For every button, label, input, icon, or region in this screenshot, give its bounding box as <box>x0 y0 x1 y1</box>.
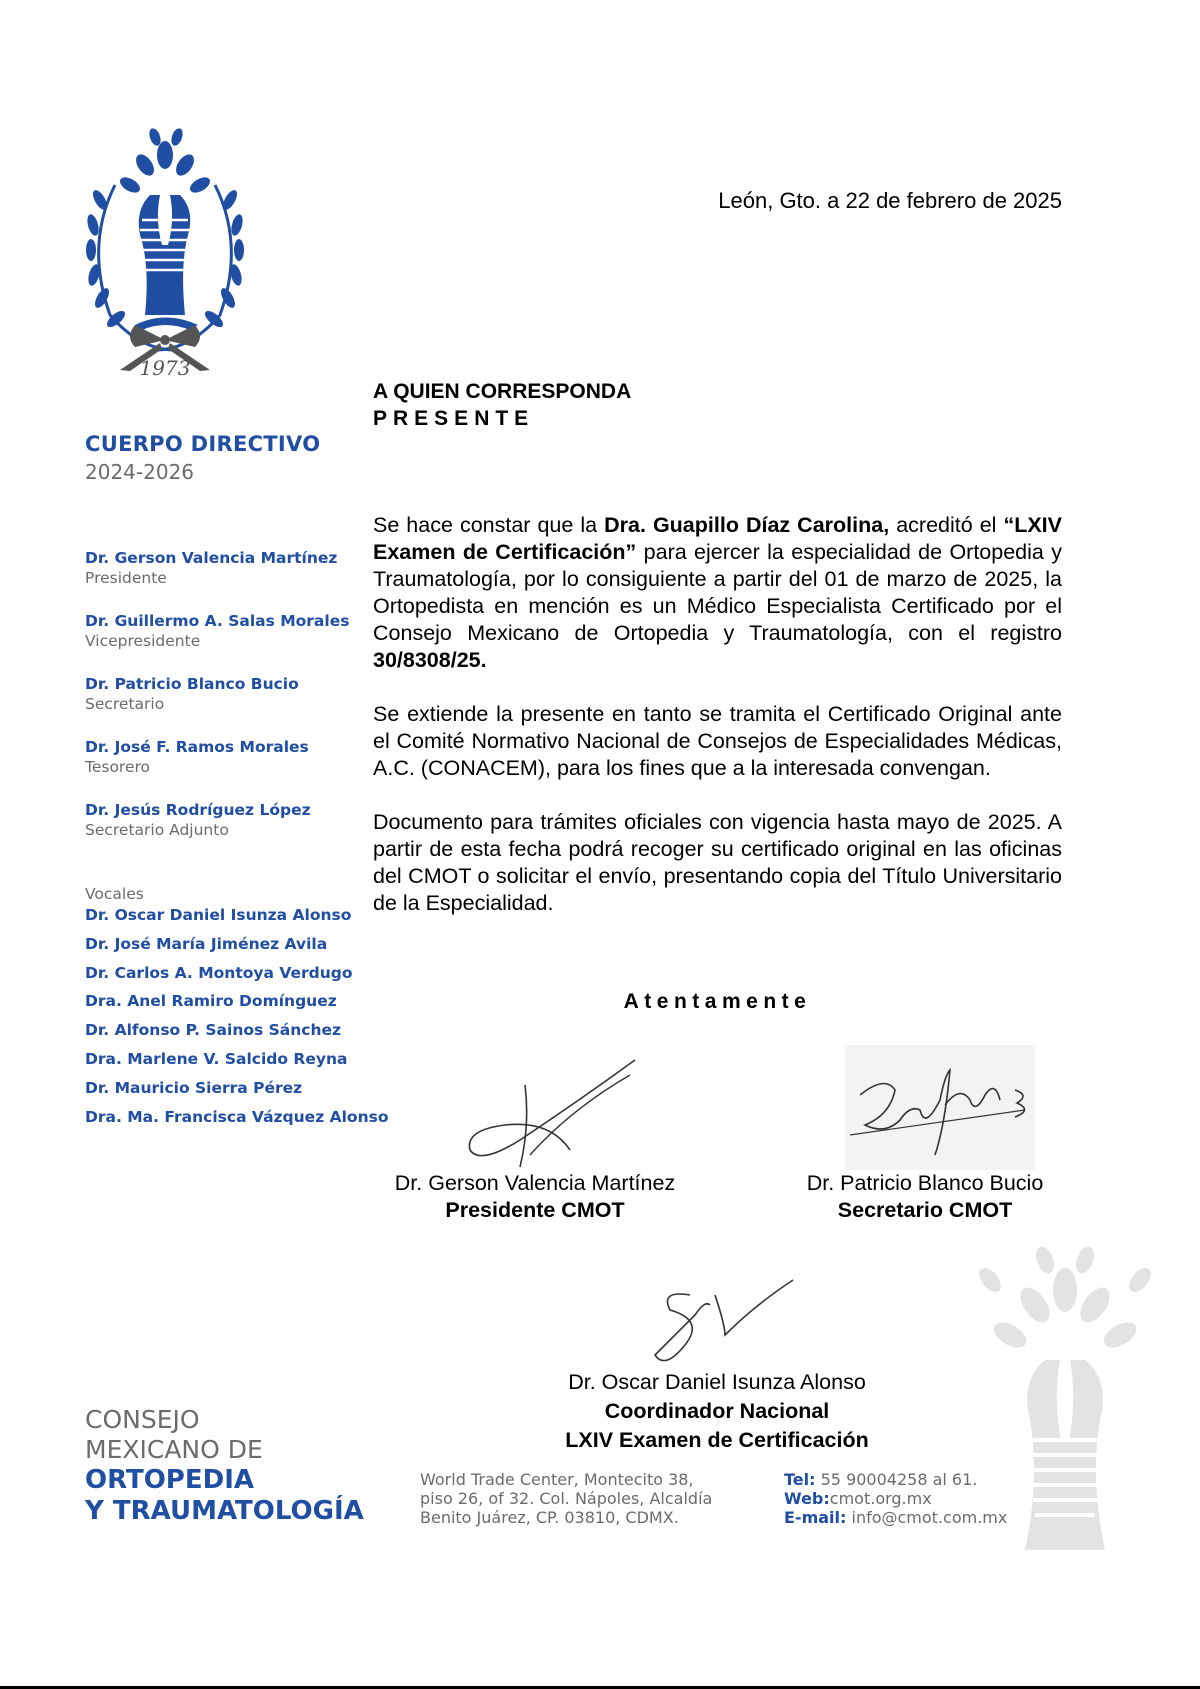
org-line: CONSEJO <box>85 1405 200 1434</box>
officer-item <box>85 801 355 864</box>
contact-web <box>784 1489 1007 1508</box>
officer-item <box>85 549 355 612</box>
paragraph-extension: Se extiende la presente en tanto se tramita el Certificado Original ante el Comité Normativo Nacional de Consejos de Especialidades Médicas, A.C. (CONACEM), para los fines que a la interesada convengan. <box>373 702 1062 780</box>
vocal-item: Dr. Mauricio Sierra Pérez <box>85 1078 303 1097</box>
officer-item <box>85 675 355 738</box>
addressee <box>373 378 631 432</box>
address-line: piso 26, of 32. Col. Nápoles, Alcaldía <box>420 1489 713 1508</box>
vocales-list <box>85 906 389 1136</box>
officer-role: Presidente <box>85 569 167 587</box>
officer-name: Dr. José F. Ramos Morales <box>85 738 309 756</box>
text: Se hace constar que la <box>373 513 605 537</box>
signature-president <box>460 1055 640 1170</box>
doctor-name: Dra. Guapillo Díaz Carolina, <box>604 513 890 537</box>
vocales-label: Vocales <box>85 885 144 903</box>
web-value: cmot.org.mx <box>829 1489 932 1508</box>
text: para ejercer la especialidad de Ortopedia y Traumatología, por lo consiguiente a partir del 01 de marzo de 2025, la Ortopedista en mención es un Médico Especialista Certificado por el Consejo Mexicano de Ortopedia y Traumatología, con el registro <box>373 540 1062 645</box>
letter-body <box>373 512 1062 944</box>
web-label: Web: <box>784 1489 830 1508</box>
officer-item <box>85 738 355 801</box>
vocal-item: Dr. Oscar Daniel Isunza Alonso <box>85 906 352 924</box>
signer-title: Coordinador Nacional <box>604 1399 830 1423</box>
tree-icon <box>117 127 212 330</box>
signer-title-2: LXIV Examen de Certificación <box>565 1428 869 1452</box>
organization-name <box>85 1405 364 1527</box>
org-line: Y TRAUMATOLOGÍA <box>85 1496 364 1526</box>
officer-role: Secretario Adjunto <box>85 821 229 839</box>
sidebar-heading: CUERPO DIRECTIVO <box>85 432 321 456</box>
signer-title: Secretario CMOT <box>837 1198 1013 1222</box>
signer-president <box>370 1170 700 1224</box>
officer-role: Vicepresidente <box>85 632 201 650</box>
contact-email <box>784 1508 1007 1527</box>
officer-role: Tesorero <box>85 758 151 776</box>
signature-secretary <box>845 1045 1035 1170</box>
paragraph-certification <box>373 512 1062 674</box>
footer-address <box>420 1470 712 1527</box>
vocal-item: Dr. José María Jiménez Avila <box>85 934 328 953</box>
vocal-item: Dra. Anel Ramiro Domínguez <box>85 992 337 1011</box>
exam-name: “LXIV Examen de Certificación” <box>373 513 1062 564</box>
officer-role: Secretario <box>85 695 165 713</box>
signer-name: Dr. Patricio Blanco Bucio <box>806 1171 1044 1195</box>
signer-coordinator <box>517 1368 917 1455</box>
email-value: info@cmot.com.mx <box>846 1508 1008 1527</box>
officer-name: Dr. Patricio Blanco Bucio <box>85 675 299 693</box>
vocal-item: Dra. Ma. Francisca Vázquez Alonso <box>85 1107 389 1126</box>
address-line: World Trade Center, Montecito 38, <box>420 1470 694 1489</box>
officer-name: Dr. Gerson Valencia Martínez <box>85 549 338 567</box>
officer-name: Dr. Jesús Rodríguez López <box>85 801 311 819</box>
footer-contact <box>784 1470 1007 1527</box>
officer-name: Dr. Guillermo A. Salas Morales <box>85 612 350 630</box>
signer-title: Presidente CMOT <box>445 1198 625 1222</box>
officers-list <box>85 549 355 864</box>
org-line: MEXICANO DE <box>85 1435 263 1464</box>
tel-label: Tel: <box>784 1470 816 1489</box>
signer-name: Dr. Gerson Valencia Martínez <box>394 1171 676 1195</box>
vocal-item: Dr. Carlos A. Montoya Verdugo <box>85 963 353 982</box>
signature-coordinator <box>645 1275 795 1375</box>
registration-number: 30/8308/25. <box>373 648 487 672</box>
email-label: E-mail: <box>784 1508 847 1527</box>
signer-secretary <box>775 1170 1075 1224</box>
tel-value: 55 90004258 al 61. <box>815 1470 978 1489</box>
addressee-line: A QUIEN CORRESPONDA <box>373 380 632 403</box>
contact-tel <box>784 1470 1007 1489</box>
signer-name: Dr. Oscar Daniel Isunza Alonso <box>568 1370 866 1394</box>
letter-date: León, Gto. a 22 de febrero de 2025 <box>718 188 1062 213</box>
vocal-item: Dr. Alfonso P. Sainos Sánchez <box>85 1021 342 1040</box>
vocal-item: Dra. Marlene V. Salcido Reyna <box>85 1049 348 1068</box>
paragraph-validity: Documento para trámites oficiales con vigencia hasta mayo de 2025. A partir de esta fecha podrá recoger su certificado original en las oficinas del CMOT o solicitar el envío, presentando copia del Título Universitario de la Especialidad. <box>373 810 1062 915</box>
sidebar-period: 2024-2026 <box>85 460 195 484</box>
address-line: Benito Juárez, CP. 03810, CDMX. <box>420 1508 679 1527</box>
org-line: ORTOPEDIA <box>85 1465 254 1495</box>
closing: Atentamente <box>623 990 812 1013</box>
text: acreditó el <box>889 513 1004 537</box>
logo-year: 1973 <box>139 356 191 380</box>
cmot-logo <box>80 125 250 385</box>
officer-item <box>85 612 355 675</box>
addressee-presente: PRESENTE <box>373 407 535 430</box>
